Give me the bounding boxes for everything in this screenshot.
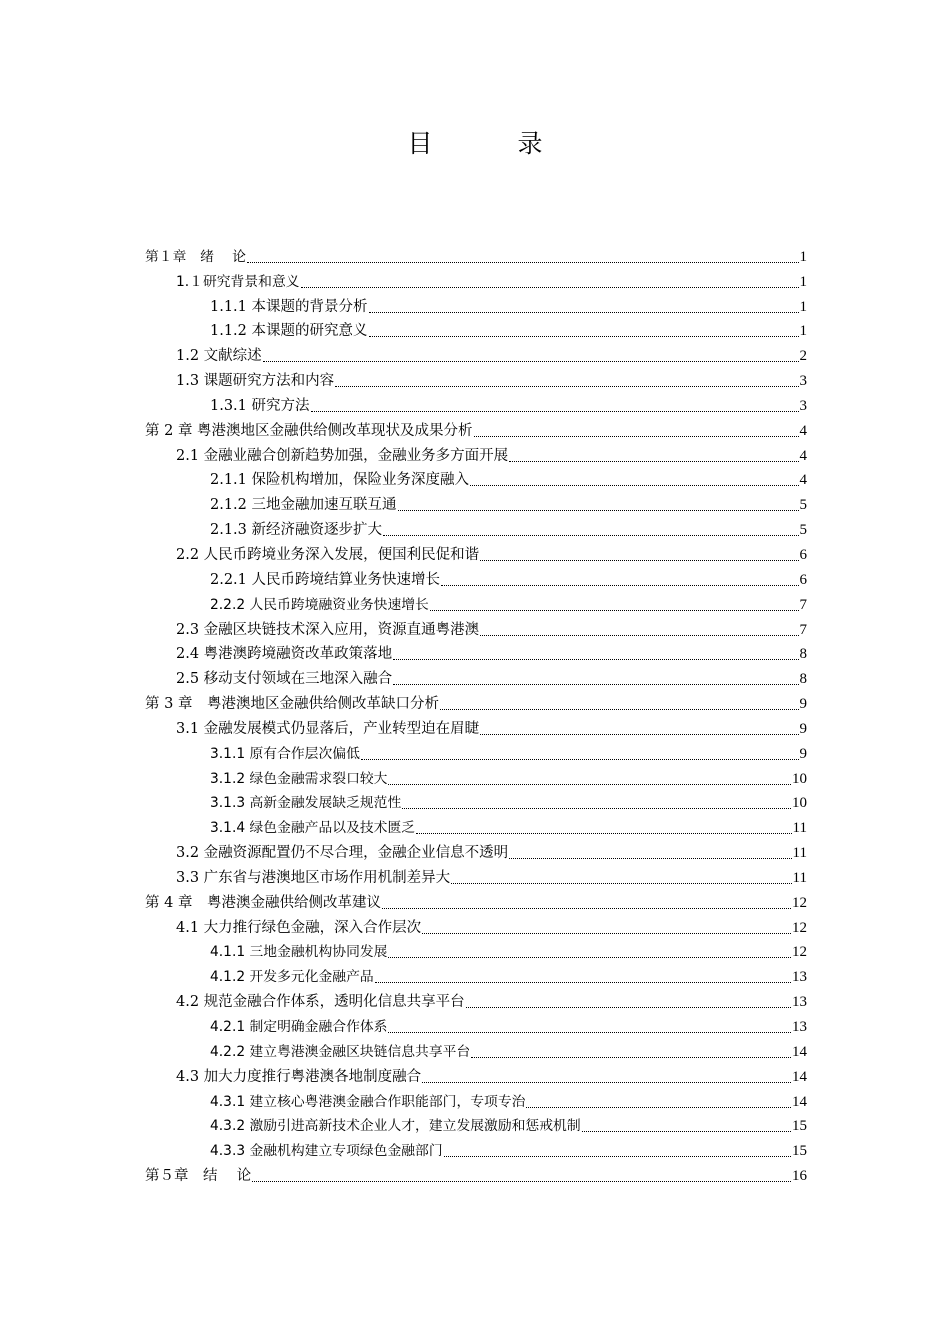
toc-dot-leader	[480, 734, 798, 735]
toc-dot-leader	[369, 312, 799, 313]
toc-entry-page-number: 3	[799, 397, 807, 414]
toc-dot-leader	[430, 610, 799, 611]
toc-entry-page-number: 9	[799, 696, 807, 713]
toc-entry[interactable]	[145, 540, 807, 565]
toc-dot-leader	[402, 808, 791, 809]
toc-entry-label: 4.1 大力推行绿色金融，深入合作层次	[176, 919, 422, 936]
toc-entry[interactable]	[145, 813, 807, 838]
toc-dot-leader	[382, 908, 791, 909]
toc-dot-leader	[466, 1007, 791, 1008]
toc-entry[interactable]	[145, 1037, 807, 1062]
toc-entry[interactable]	[145, 366, 807, 391]
toc-entry-page-number: 4	[799, 422, 807, 439]
toc-entry[interactable]	[145, 1062, 807, 1087]
toc-entry[interactable]	[145, 1136, 807, 1161]
toc-entry-page-number: 13	[792, 969, 807, 986]
toc-entry-label: 4.2 规范金融合作体系，透明化信息共享平台	[176, 994, 465, 1011]
toc-entry-label: 第 2 章 粤港澳地区金融供给侧改革现状及成果分析	[145, 422, 473, 439]
toc-entry-label: 1.１研究背景和意义	[176, 273, 300, 290]
toc-entry-page-number: 2	[799, 348, 807, 365]
toc-entry-label: 2.2.1 人民币跨境结算业务快速增长	[210, 571, 441, 588]
toc-dot-leader	[388, 1032, 791, 1033]
toc-dot-leader	[451, 883, 791, 884]
toc-entry-label: 第 3 章 粤港澳地区金融供给侧改革缺口分析	[145, 696, 439, 713]
toc-entry-page-number: 7	[799, 596, 807, 613]
toc-entry-page-number: 1	[799, 248, 807, 265]
toc-entry-page-number: 13	[792, 994, 807, 1011]
toc-entry-label: 2.4 粤港澳跨境融资改革政策落地	[176, 646, 393, 663]
toc-dot-leader	[509, 461, 798, 462]
toc-dot-leader	[398, 510, 799, 511]
toc-entry-page-number: 10	[792, 770, 807, 787]
toc-entry-page-number: 11	[792, 869, 807, 886]
toc-entry[interactable]	[145, 888, 807, 913]
toc-dot-leader	[263, 361, 799, 362]
toc-entry-label: 2.1.1 保险机构增加，保险业务深度融入	[210, 472, 470, 489]
toc-entry-page-number: 1	[799, 273, 807, 290]
toc-entry-label: 1.1.2 本课题的研究意义	[210, 323, 368, 340]
toc-entry[interactable]	[145, 515, 807, 540]
toc-entry-label: 2.3 金融区块链技术深入应用，资源直通粤港澳	[176, 621, 480, 638]
toc-entry-page-number: 7	[799, 621, 807, 638]
toc-dot-leader	[375, 982, 791, 983]
toc-entry-label: 2.1.2 三地金融加速互联互通	[210, 497, 397, 514]
toc-entry-label: 4.1.2 开发多元化金融产品	[210, 969, 374, 986]
toc-entry[interactable]	[145, 317, 807, 342]
toc-entry[interactable]	[145, 938, 807, 963]
toc-entry-label: 2.1 金融业融合创新趋势加强，金融业务多方面开展	[176, 447, 509, 464]
toc-entry[interactable]	[145, 987, 807, 1012]
toc-entry-label: 3.3 广东省与港澳地区市场作用机制差异大	[176, 869, 451, 886]
toc-entry-page-number: 8	[799, 646, 807, 663]
toc-entry-page-number: 14	[792, 1093, 807, 1110]
toc-entry[interactable]	[145, 242, 807, 267]
toc-entry-label: 4.3.3 金融机构建立专项绿色金融部门	[210, 1143, 443, 1160]
toc-entry[interactable]	[145, 913, 807, 938]
toc-entry-page-number: 11	[792, 845, 807, 862]
toc-entry-page-number: 3	[799, 373, 807, 390]
toc-entry-page-number: 6	[799, 571, 807, 588]
toc-dot-leader	[422, 933, 791, 934]
toc-entry[interactable]	[145, 838, 807, 863]
toc-entry-page-number: 9	[799, 745, 807, 762]
toc-entry-page-number: 15	[792, 1143, 807, 1160]
toc-entry-page-number: 5	[799, 497, 807, 514]
toc-entry-page-number: 9	[799, 720, 807, 737]
toc-dot-leader	[383, 535, 798, 536]
toc-entry[interactable]	[145, 689, 807, 714]
toc-entry-label: 4.2.1 制定明确金融合作体系	[210, 1019, 388, 1035]
toc-entry[interactable]	[145, 1087, 807, 1112]
toc-entry-page-number: 11	[792, 820, 807, 837]
toc-entry-label: 2.5 移动支付领域在三地深入融合	[176, 671, 393, 688]
toc-entry-label: 2.2.2 人民币跨境融资业务快速增长	[210, 596, 429, 613]
toc-entry-page-number: 14	[792, 1068, 807, 1085]
toc-dot-leader	[582, 1131, 791, 1132]
toc-dot-leader	[480, 560, 798, 561]
toc-entry-label: 第 4 章 粤港澳金融供给侧改革建议	[145, 894, 381, 911]
toc-entry-label: 4.3.1 建立核心粤港澳金融合作职能部门，专项专治	[210, 1093, 526, 1110]
toc-entry[interactable]	[145, 267, 807, 292]
toc-entry-label: 3.1 金融发展模式仍显落后，产业转型迫在眉睫	[176, 720, 480, 737]
toc-dot-leader	[509, 858, 791, 859]
toc-entry[interactable]	[145, 416, 807, 441]
toc-entry-label: 3.1.2 绿色金融需求裂口较大	[210, 770, 388, 787]
toc-dot-leader	[474, 436, 799, 437]
toc-dot-leader	[252, 1181, 791, 1182]
toc-dot-leader	[247, 262, 799, 263]
toc-entry-label: 2.2 人民币跨境业务深入发展，便国利民促和谐	[176, 546, 480, 563]
toc-entry[interactable]	[145, 1012, 807, 1037]
toc-entry-page-number: 12	[792, 894, 807, 911]
toc-entry-page-number: 12	[792, 919, 807, 936]
toc-entry[interactable]	[145, 1112, 807, 1137]
toc-dot-leader	[422, 1082, 791, 1083]
toc-dot-leader	[388, 784, 791, 785]
toc-entry-label: 1.3 课题研究方法和内容	[176, 373, 335, 390]
toc-entry-label: 3.1.3 高新金融发展缺乏规范性	[210, 795, 402, 812]
toc-entry-label: 4.3.2 激励引进高新技术企业人才，建立发展激励和惩戒机制	[210, 1118, 581, 1135]
toc-entry[interactable]	[145, 590, 807, 615]
toc-entry-label: 4.3 加大力度推行粤港澳各地制度融合	[176, 1068, 422, 1085]
toc-entry[interactable]	[145, 863, 807, 888]
table-of-contents	[145, 242, 807, 1186]
toc-entry-page-number: 6	[799, 546, 807, 563]
toc-dot-leader	[335, 386, 798, 387]
toc-entry[interactable]	[145, 714, 807, 739]
toc-entry[interactable]	[145, 739, 807, 764]
toc-dot-leader	[480, 635, 798, 636]
toc-entry[interactable]	[145, 441, 807, 466]
toc-entry-page-number: 13	[792, 1019, 807, 1035]
toc-dot-leader	[393, 659, 798, 660]
toc-dot-leader	[416, 833, 791, 834]
toc-entry-label: 3.1.4 绿色金融产品以及技术匮乏	[210, 820, 416, 837]
toc-dot-leader	[471, 1057, 791, 1058]
toc-entry-label: 3.1.1 原有合作层次偏低	[210, 745, 360, 762]
toc-entry-page-number: 14	[792, 1043, 807, 1060]
toc-entry-page-number: 1	[799, 323, 807, 340]
toc-entry[interactable]	[145, 664, 807, 689]
toc-entry-page-number: 10	[792, 795, 807, 812]
toc-entry-page-number: 16	[792, 1168, 807, 1185]
toc-entry-label: 第５章 结 论	[145, 1168, 252, 1185]
toc-dot-leader	[393, 684, 798, 685]
page-title: 目 录	[407, 129, 573, 158]
toc-dot-leader	[301, 287, 799, 288]
toc-entry-page-number: 4	[799, 472, 807, 489]
toc-entry[interactable]	[145, 615, 807, 640]
toc-entry-page-number: 12	[792, 944, 807, 961]
toc-entry-page-number: 15	[792, 1118, 807, 1135]
toc-dot-leader	[441, 585, 798, 586]
toc-dot-leader	[526, 1107, 791, 1108]
toc-dot-leader	[311, 411, 799, 412]
toc-dot-leader	[470, 485, 798, 486]
toc-entry-label: 1.2 文献综述	[176, 348, 262, 365]
toc-entry[interactable]	[145, 341, 807, 366]
toc-entry-label: 2.1.3 新经济融资逐步扩大	[210, 522, 383, 539]
toc-entry-label: 第１章 绪 论	[145, 248, 246, 265]
toc-entry-label: 4.2.2 建立粤港澳金融区块链信息共享平台	[210, 1043, 471, 1060]
toc-entry[interactable]	[145, 1161, 807, 1186]
toc-entry-label: 4.1.1 三地金融机构协同发展	[210, 944, 388, 961]
toc-entry-page-number: 8	[799, 671, 807, 688]
toc-entry-page-number: 4	[799, 447, 807, 464]
toc-entry-page-number: 5	[799, 522, 807, 539]
toc-entry-page-number: 1	[799, 298, 807, 315]
toc-dot-leader	[361, 759, 799, 760]
toc-dot-leader	[440, 709, 799, 710]
toc-dot-leader	[444, 1156, 791, 1157]
toc-dot-leader	[369, 336, 799, 337]
toc-entry[interactable]	[145, 466, 807, 491]
toc-entry-label: 1.3.1 研究方法	[210, 397, 310, 414]
toc-entry[interactable]	[145, 292, 807, 317]
toc-entry[interactable]	[145, 764, 807, 789]
toc-entry[interactable]	[145, 490, 807, 515]
toc-entry[interactable]	[145, 789, 807, 814]
toc-dot-leader	[388, 957, 791, 958]
toc-entry-label: 3.2 金融资源配置仍不尽合理，金融企业信息不透明	[176, 845, 509, 862]
toc-entry[interactable]	[145, 962, 807, 987]
toc-entry[interactable]	[145, 640, 807, 665]
toc-entry-label: 1.1.1 本课题的背景分析	[210, 298, 368, 315]
toc-entry[interactable]	[145, 565, 807, 590]
toc-entry[interactable]	[145, 391, 807, 416]
